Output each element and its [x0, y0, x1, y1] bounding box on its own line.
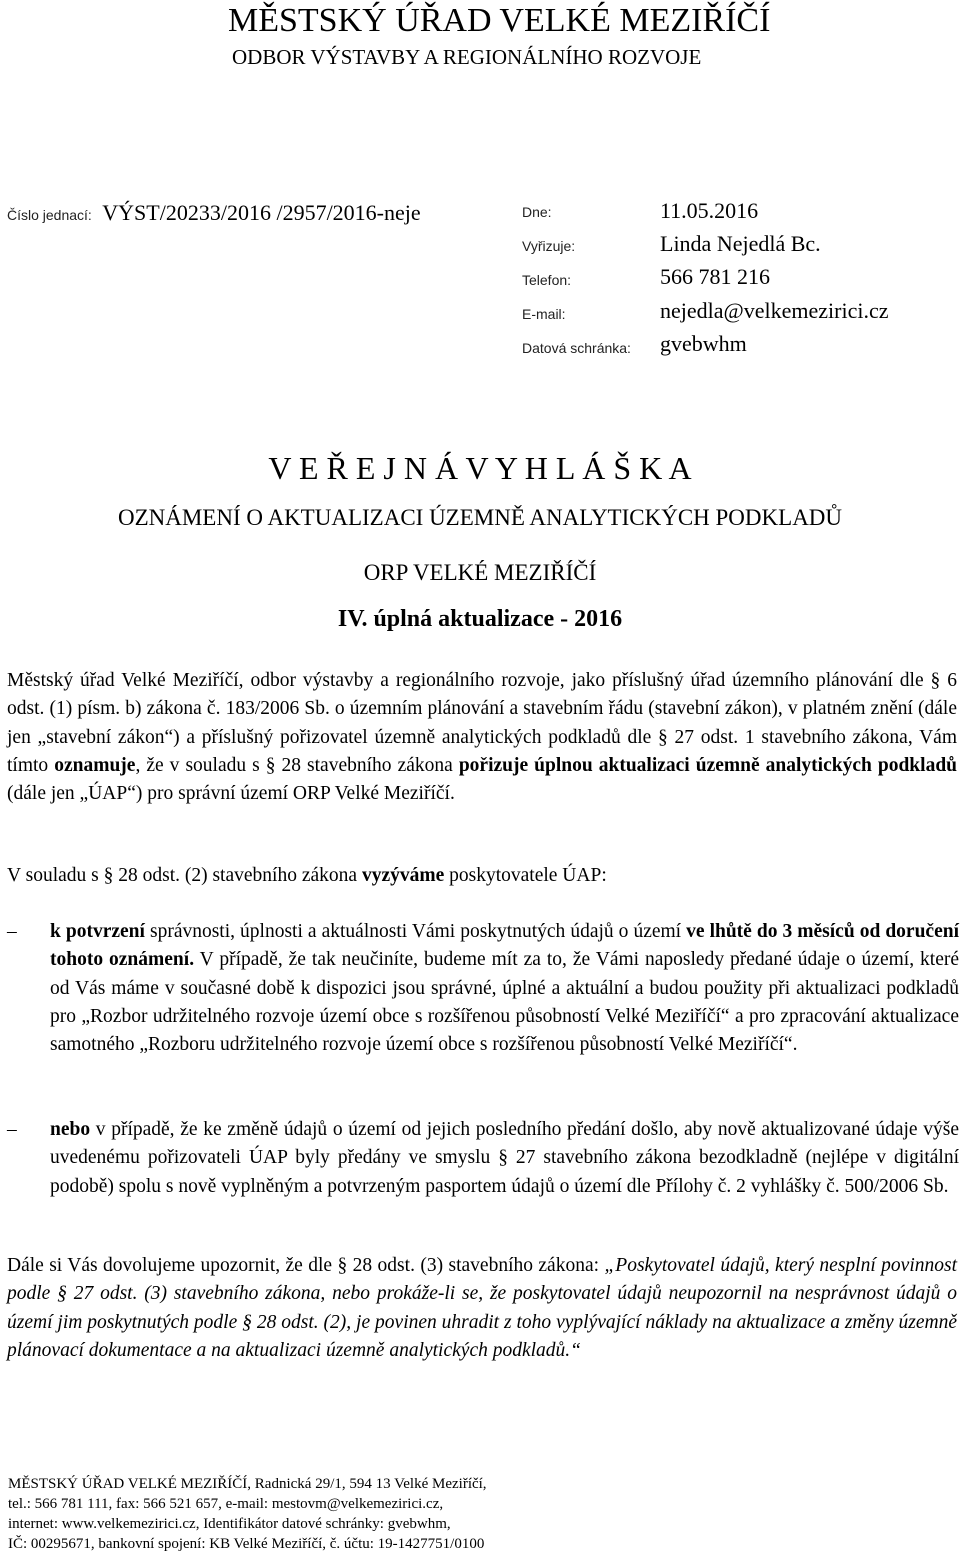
reference-label: Číslo jednací: [7, 207, 92, 223]
office-title: MĚSTSKÝ ÚŘAD VELKÉ MEZIŘÍČÍ [228, 2, 771, 39]
email-value: nejedla@velkemezirici.cz [660, 298, 889, 323]
bullet-text: k potvrzení správnosti, úplnosti a aktuálnosti Vámi poskytnutých údajů o území ve lhůtě do 3 měsíců od doručení tohoto oznámení. V případě, že tak neučiníte, budeme mít za to, že Vámi naposledy předané údaje o území, které od Vás máme v současné době k dispozici jsou správné, úplné a aktuální a budou použity při aktualizaci podkladů pro „Rozbor udržitelného rozvoje území obce s rozšířenou působností Velké Meziříčí“ a pro zpracování aktualizace samotného „Rozboru udržitelného rozvoje území obce s rozšířenou působností Velké Meziříčí“. [50, 921, 960, 1056]
paragraph-warning: Dále si Vás dovolujeme upozornit, že dle § 28 odst. (3) stavebního zákona: „Poskytovatel údajů, který nesplní povinnost podle § 27 odst. (3) stavebního zákona, nebo prokáže-li se, že poskytovatel údajů neupozornil na nesprávnost údajů o území jim poskytnutých podle § 28 odst. (2), je povinen uhradit z toho vyplývající náklady na aktualizace a změny územně plánovací dokumentace a na aktualizaci územně analytických podkladů.“ [7, 1255, 957, 1361]
paragraph-announcement: Městský úřad Velké Meziříčí, odbor výstavby a regionálního rozvoje, jako příslušný úřad územního plánování dle § 6 odst. (1) písm. b) zákona č. 183/2006 Sb. o územním plánování a stavebním řádu (stavební zákon), v platném znění (dále jen „stavební zákon“) a příslušný pořizovatel územně analytických podkladů dle § 27 odst. 1 stavebního zákona, Vám tímto oznamuje, že v souladu s § 28 stavebního zákona pořizuje úplnou aktualizaci územně analytických podkladů (dále jen „ÚAP“) pro správní území ORP Velké Meziříčí. [7, 670, 958, 805]
notice-title: V E Ř E J N Á V Y H L Á Š K A [268, 450, 692, 486]
phone-value: 566 781 216 [660, 264, 770, 289]
databox-label: Datová schránka: [522, 340, 631, 356]
department-subtitle: ODBOR VÝSTAVBY A REGIONÁLNÍHO ROZVOJE [232, 45, 702, 69]
handler-value: Linda Nejedlá Bc. [660, 231, 821, 256]
reference-row [7, 200, 421, 226]
email-label: E-mail: [522, 306, 566, 322]
footer [8, 1474, 487, 1554]
phone-label: Telefon: [522, 272, 572, 288]
notice-line-3: IV. úplná aktualizace - 2016 [337, 606, 623, 632]
reference-value: VÝST/20233/2016 /2957/2016-neje [102, 200, 421, 225]
handler-label: Vyřizuje: [522, 238, 576, 254]
bullet-dash: – [7, 921, 17, 942]
footer-line: IČ: 00295671, bankovní spojení: KB Velké Meziříčí, č. účtu: 19-1427751/0100 [8, 1536, 485, 1552]
paragraph-request: V souladu s § 28 odst. (2) stavebního zákona vyzýváme poskytovatele ÚAP: [7, 865, 607, 886]
date-label: Dne: [522, 204, 552, 220]
footer-line: MĚSTSKÝ ÚŘAD VELKÉ MEZIŘÍČÍ, Radnická 29/1, 594 13 Velké Meziříčí, [8, 1476, 487, 1492]
footer-line: tel.: 566 781 111, fax: 566 521 657, e-mail: mestovm@velkemezirici.cz, [8, 1496, 444, 1512]
notice-line-1: OZNÁMENÍ O AKTUALIZACI ÚZEMNĚ ANALYTICKÝCH PODKLADŮ [117, 505, 843, 530]
bullet-text: nebo v případě, že ke změně údajů o území od jejich posledního předání došlo, aby nově aktualizované údaje výše uvedenému pořizovateli ÚAP byly předány ve smyslu § 27 stavebního zákona bezodkladně (nejlépe v digitální podobě) spolu s nově vyplněným a potvrzeným pasportem údajů o území dle Přílohy č. 2 vyhlášky č. 500/2006 Sb. [50, 1119, 959, 1197]
notice-line-2: ORP VELKÉ MEZIŘÍČÍ [363, 560, 597, 585]
date-value: 11.05.2016 [660, 198, 759, 223]
bullet-dash: – [7, 1119, 17, 1140]
databox-value: gvebwhm [660, 331, 747, 356]
footer-line: internet: www.velkemezirici.cz, Identifikátor datové schránky: gvebwhm, [8, 1516, 451, 1532]
